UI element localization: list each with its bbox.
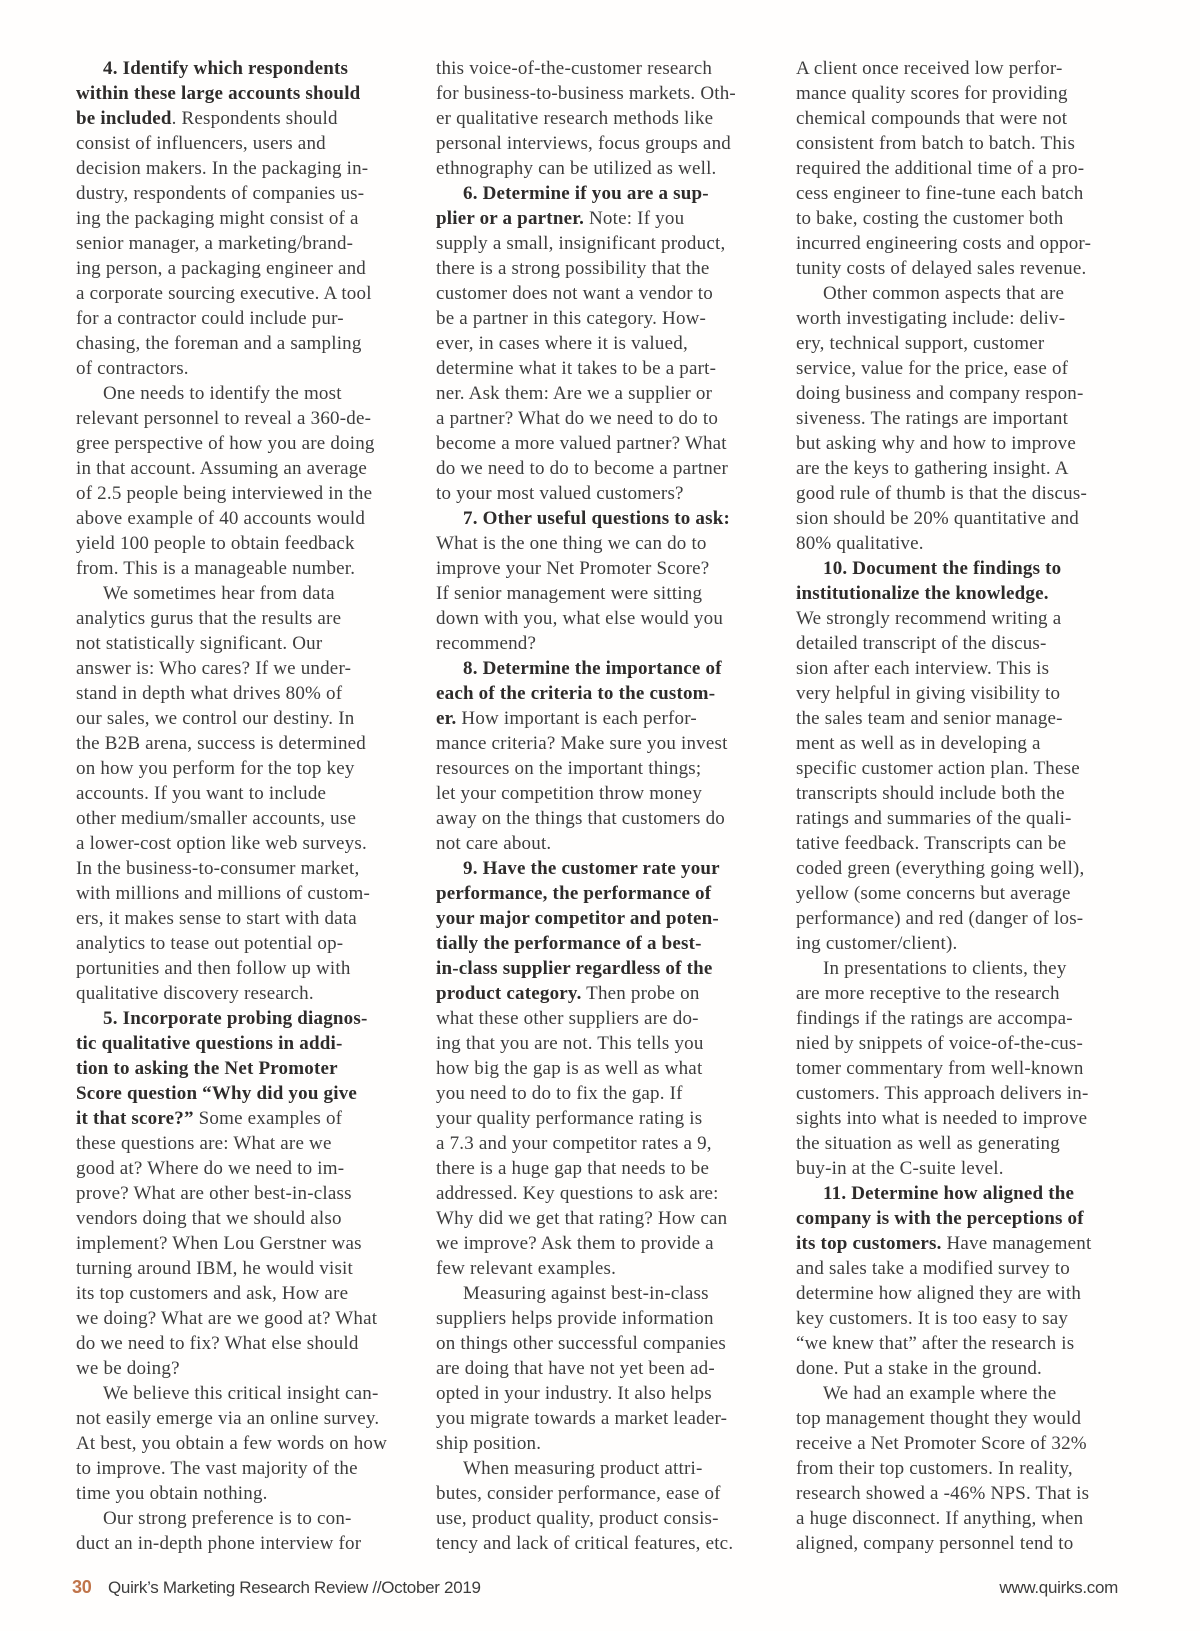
text-line: not easily emerge via an online survey. [76,1408,380,1429]
text-line: these questions are: What are we [76,1133,332,1154]
text-line: required the additional time of a pro- [796,158,1085,179]
text-line: we doing? What are we good at? What [76,1308,378,1329]
text-line: ner. Ask them: Are we a supplier or [436,383,713,404]
text-line: suppliers helps provide information [436,1308,714,1329]
text-line: time you obtain nothing. [76,1483,268,1504]
text-line: stand in depth what drives 80% of [76,683,343,704]
text-line: ing that you are not. This tells you [436,1033,704,1054]
text-line: detailed transcript of the discus- [796,633,1047,654]
paragraph [76,581,398,1006]
paragraph [436,1456,758,1556]
text-line: for business-to-business markets. Oth- [436,83,736,104]
text-line: 80% qualitative. [796,533,924,554]
text-line: and sales take a modified survey to [796,1258,1070,1279]
text-line: ery, technical support, customer [796,333,1045,354]
text-line: but asking why and how to improve [796,433,1076,454]
text-line: cess engineer to fine-tune each batch [796,183,1084,204]
text-line: customer does not want a vendor to [436,283,713,304]
text-line: sion should be 20% quantitative and [796,508,1079,529]
text-line: become a more valued partner? What [436,433,727,454]
text-line: the B2B arena, success is determined [76,733,367,754]
text-line: Other common aspects that are [823,283,1065,304]
text-line: there is a huge gap that needs to be [436,1158,710,1179]
paragraph [76,1506,398,1556]
text-line: performance) and red (danger of los- [796,908,1084,929]
text-line: implement? When Lou Gerstner was [76,1233,362,1254]
text-line: we improve? Ask them to provide a [436,1233,714,1254]
text-line: tative feedback. Transcripts can be [796,833,1067,854]
paragraph [796,556,1118,956]
text-line: er. How important is each perfor- [436,708,697,729]
text-line: our sales, we control our destiny. In [76,708,355,729]
text-line: very helpful in giving visibility to [796,683,1061,704]
text-line: what these other suppliers are do- [436,1008,699,1029]
text-line: away on the things that customers do [436,808,725,829]
text-line: We strongly recommend writing a [796,608,1062,629]
text-line: Score question “Why did you give [76,1083,358,1104]
text-line: there is a strong possibility that the [436,258,710,279]
text-line: sion after each interview. This is [796,658,1050,679]
text-line: ing customer/client). [796,933,958,954]
text-line: a partner? What do we need to do to [436,408,719,429]
text-line: within these large accounts should [76,83,361,104]
paragraph [76,1381,398,1506]
text-line: senior manager, a marketing/brand- [76,233,354,254]
text-line: are doing that have not yet been ad- [436,1358,715,1379]
text-line: the situation as well as generating [796,1133,1060,1154]
text-line: on things other successful companies [436,1333,727,1354]
paragraph [436,656,758,856]
text-line: 9. Have the customer rate your [463,858,720,879]
paragraph [436,1281,758,1456]
text-line: decision makers. In the packaging in- [76,158,369,179]
text-line: In the business-to-consumer market, [76,858,360,879]
text-line: your major competitor and poten- [436,908,719,929]
text-line: tion to asking the Net Promoter [76,1058,338,1079]
text-line: ever, in cases where it is valued, [436,333,688,354]
text-line: above example of 40 accounts would [76,508,366,529]
text-line: specific customer action plan. These [796,758,1080,779]
text-line: from. This is a manageable number. [76,558,356,579]
text-line: 6. Determine if you are a sup- [463,183,709,204]
text-line: analytics gurus that the results are [76,608,342,629]
text-line: transcripts should include both the [796,783,1065,804]
text-line: resources on the important things; [436,758,702,779]
text-line: other medium/smaller accounts, use [76,808,357,829]
text-line: a corporate sourcing executive. A tool [76,283,372,304]
text-line: butes, consider performance, ease of [436,1483,721,1504]
text-line: consist of influencers, users and [76,133,326,154]
text-line: siveness. The ratings are important [796,408,1069,429]
text-line: the sales team and senior manage- [796,708,1063,729]
text-line: product category. Then probe on [436,983,700,1004]
text-line: turning around IBM, he would visit [76,1258,354,1279]
text-line: ing the packaging might consist of a [76,208,359,229]
text-line: nied by snippets of voice-of-the-cus- [796,1033,1084,1054]
text-line: Why did we get that rating? How can [436,1208,728,1229]
text-line: its top customers and ask, How are [76,1283,349,1304]
text-line: in-class supplier regardless of the [436,958,713,979]
text-line: down with you, what else would you [436,608,724,629]
paragraph [796,281,1118,556]
text-line: doing business and company respon- [796,383,1084,404]
text-line: from their top customers. In reality, [796,1458,1073,1479]
text-line: 8. Determine the importance of [463,658,722,679]
text-line: At best, you obtain a few words on how [76,1433,388,1454]
text-line: done. Put a stake in the ground. [796,1358,1042,1379]
text-line: improve your Net Promoter Score? [436,558,710,579]
text-line: opted in your industry. It also helps [436,1383,712,1404]
text-line: Measuring against best-in-class [463,1283,709,1304]
text-line: ing person, a packaging engineer and [76,258,366,279]
text-line: buy-in at the C-suite level. [796,1158,1004,1179]
text-line: use, product quality, product consis- [436,1508,719,1529]
text-line: When measuring product attri- [463,1458,703,1479]
text-line: how big the gap is as well as what [436,1058,703,1079]
paragraph [76,56,398,381]
text-line: let your competition throw money [436,783,703,804]
text-line: mance quality scores for providing [796,83,1068,104]
text-line: a huge disconnect. If anything, when [796,1508,1084,1529]
text-line: duct an in-depth phone interview for [76,1533,362,1554]
text-line: determine what it takes to be a part- [436,358,717,379]
text-line: key customers. It is too easy to say [796,1308,1069,1329]
text-line: recommend? [436,633,537,654]
text-line: relevant personnel to reveal a 360-de- [76,408,372,429]
paragraph [436,506,758,656]
text-line: coded green (everything going well), [796,858,1085,879]
text-line: If senior management were sitting [436,583,703,604]
text-line: we be doing? [76,1358,180,1379]
text-line: analytics to tease out potential op- [76,933,344,954]
paragraph [436,181,758,506]
text-line: worth investigating include: deliv- [796,308,1066,329]
text-line: accounts. If you want to include [76,783,327,804]
text-line: aligned, company personnel tend to [796,1533,1074,1554]
text-line: prove? What are other best-in-class [76,1183,352,1204]
text-line: Our strong preference is to con- [103,1508,352,1529]
text-line: customers. This approach delivers in- [796,1083,1089,1104]
paragraph [76,381,398,581]
text-line: plier or a partner. Note: If you [436,208,685,229]
text-line: We believe this critical insight can- [103,1383,379,1404]
text-line: ers, it makes sense to start with data [76,908,357,929]
text-line: gree perspective of how you are doing [76,433,375,454]
text-line: portunities and then follow up with [76,958,351,979]
article-column-1 [76,56,398,1556]
text-line: tomer commentary from well-known [796,1058,1084,1079]
text-line: to your most valued customers? [436,483,684,504]
text-line: We had an example where the [823,1383,1057,1404]
text-line: for a contractor could include pur- [76,308,344,329]
footer-website-url: www.quirks.com [999,1578,1118,1597]
text-line: be a partner in this category. How- [436,308,707,329]
text-line: this voice-of-the-customer research [436,58,713,79]
text-line: In presentations to clients, they [823,958,1067,979]
text-line: you migrate towards a market leader- [436,1408,728,1429]
paragraph [796,56,1118,281]
text-line: dustry, respondents of companies us- [76,183,365,204]
text-line: answer is: Who cares? If we under- [76,658,352,679]
text-line: it that score?” Some examples of [76,1108,343,1129]
text-line: you need to do to fix the gap. If [436,1083,683,1104]
text-line: company is with the perceptions of [796,1208,1084,1229]
text-line: of contractors. [76,358,189,379]
text-line: mance criteria? Make sure you invest [436,733,728,754]
paragraph [796,956,1118,1181]
text-line: What is the one thing we can do to [436,533,707,554]
text-line: service, value for the price, ease of [796,358,1069,379]
article-body [76,56,1118,1556]
text-line: to bake, costing the customer both [796,208,1064,229]
text-line: are more receptive to the research [796,983,1060,1004]
paragraph [436,56,758,181]
text-line: personal interviews, focus groups and [436,133,731,154]
text-line: 5. Incorporate probing diagnos- [103,1008,368,1029]
text-line: its top customers. Have management [796,1233,1092,1254]
text-line: on how you perform for the top key [76,758,355,779]
paragraph [76,1006,398,1381]
text-line: chasing, the foreman and a sampling [76,333,362,354]
text-line: few relevant examples. [436,1258,617,1279]
text-line: each of the criteria to the custom- [436,683,716,704]
text-line: of 2.5 people being interviewed in the [76,483,373,504]
text-line: not statistically significant. Our [76,633,323,654]
article-column-2 [436,56,758,1556]
text-line: to improve. The vast majority of the [76,1458,358,1479]
text-line: are the keys to gathering insight. A [796,458,1069,479]
text-line: er qualitative research methods like [436,108,714,129]
text-line: in that account. Assuming an average [76,458,368,479]
page-number: 30 [72,1577,92,1597]
text-line: chemical compounds that were not [796,108,1068,129]
text-line: findings if the ratings are accompa- [796,1008,1073,1029]
text-line: “we knew that” after the research is [796,1333,1075,1354]
footer-journal-title: Quirk’s Marketing Research Review //October 2019 [108,1578,481,1597]
text-line: yellow (some concerns but average [796,883,1071,904]
text-line: ethnography can be utilized as well. [436,158,717,179]
text-line: good at? Where do we need to im- [76,1158,345,1179]
text-line: consistent from batch to batch. This [796,133,1076,154]
text-line: institutionalize the knowledge. [796,583,1049,604]
text-line: incurred engineering costs and oppor- [796,233,1092,254]
text-line: ship position. [436,1433,542,1454]
text-line: supply a small, insignificant product, [436,233,726,254]
article-column-3 [796,56,1118,1556]
text-line: do we need to fix? What else should [76,1333,359,1354]
text-line: a 7.3 and your competitor rates a 9, [436,1133,712,1154]
text-line: tunity costs of delayed sales revenue. [796,258,1087,279]
text-line: 11. Determine how aligned the [823,1183,1075,1204]
text-line: a lower-cost option like web surveys. [76,833,367,854]
paragraph [796,1181,1118,1381]
paragraph [436,856,758,1281]
text-line: do we need to do to become a partner [436,458,729,479]
page-footer [0,1577,1200,1603]
text-line: top management thought they would [796,1408,1082,1429]
text-line: We sometimes hear from data [103,583,335,604]
text-line: 10. Document the findings to [823,558,1062,579]
text-line: 4. Identify which respondents [103,58,349,79]
text-line: sights into what is needed to improve [796,1108,1088,1129]
text-line: receive a Net Promoter Score of 32% [796,1433,1087,1454]
text-line: addressed. Key questions to ask are: [436,1183,719,1204]
text-line: be included. Respondents should [76,108,338,129]
text-line: ratings and summaries of the quali- [796,808,1072,829]
text-line: good rule of thumb is that the discus- [796,483,1087,504]
text-line: determine how aligned they are with [796,1283,1082,1304]
text-line: tially the performance of a best- [436,933,702,954]
text-line: yield 100 people to obtain feedback [76,533,355,554]
text-line: tency and lack of critical features, etc. [436,1533,734,1554]
text-line: tic qualitative questions in addi- [76,1033,343,1054]
text-line: not care about. [436,833,552,854]
text-line: One needs to identify the most [103,383,342,404]
text-line: research showed a -46% NPS. That is [796,1483,1090,1504]
text-line: with millions and millions of custom- [76,883,370,904]
text-line: 7. Other useful questions to ask: [463,508,731,529]
text-line: qualitative discovery research. [76,983,314,1004]
text-line: your quality performance rating is [436,1108,703,1129]
text-line: ment as well as in developing a [796,733,1041,754]
paragraph [796,1381,1118,1556]
text-line: vendors doing that we should also [76,1208,342,1229]
text-line: A client once received low perfor- [796,58,1063,79]
text-line: performance, the performance of [436,883,712,904]
